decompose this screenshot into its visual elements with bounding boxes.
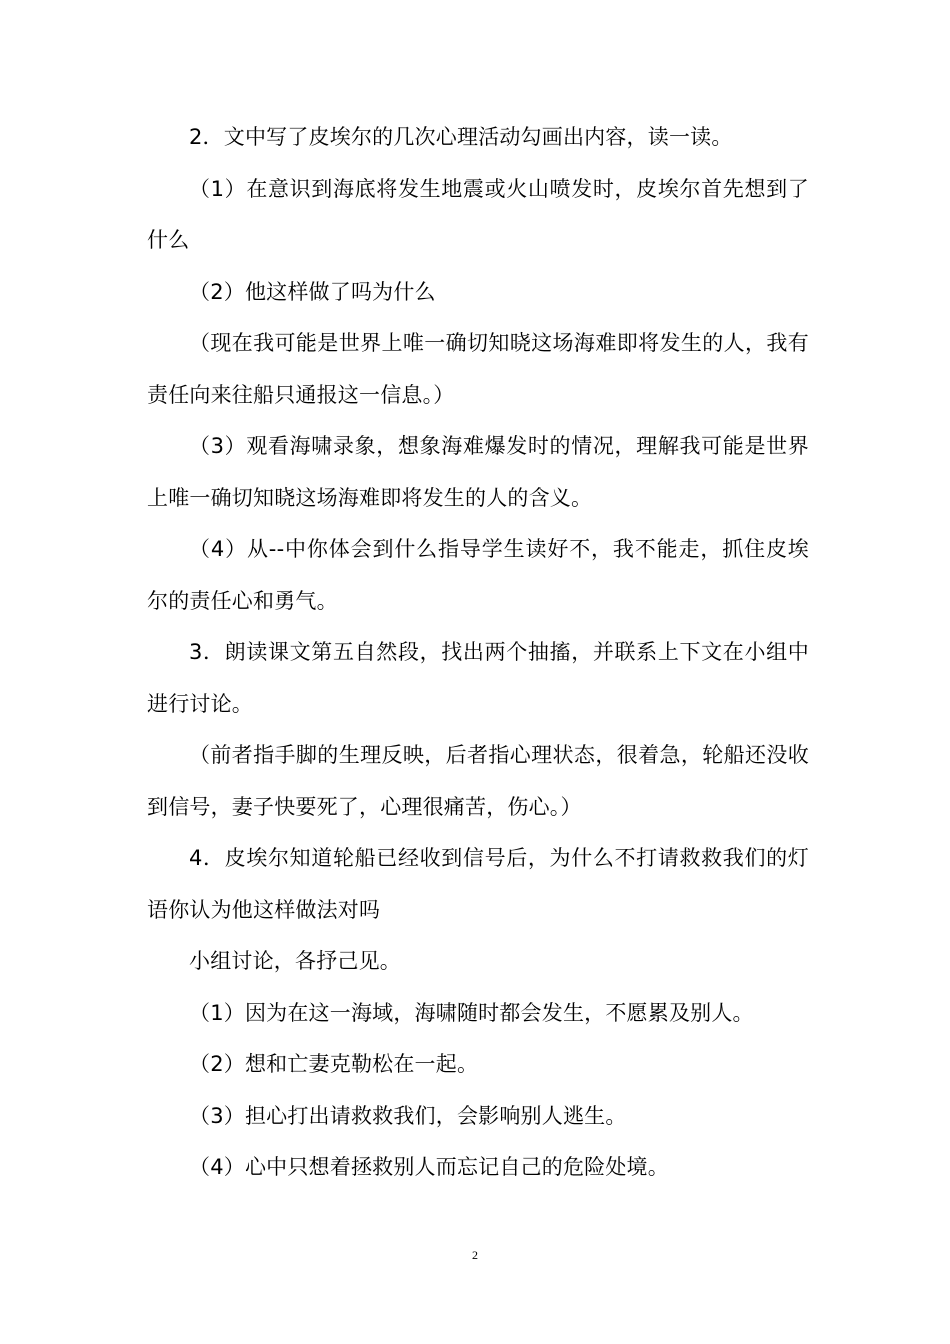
paragraph-answer-3: （前者指手脚的生理反映，后者指心理状态，很着急，轮船还没收到信号，妻子快要死了，心理很痛苦，伤心。） bbox=[147, 743, 809, 819]
paragraph-reason-4: （4）心中只想着拯救别人而忘记自己的危险处境。 bbox=[189, 1155, 669, 1179]
paragraph-sub-3: （3）观看海啸录象，想象海难爆发时的情况，理解我可能是世界上唯一确切知晓这场海难即将发生的人的含义。 bbox=[147, 434, 809, 510]
paragraph-sub-2: （2）他这样做了吗为什么 bbox=[189, 279, 436, 304]
paragraph-sub-1: （1）在意识到海底将发生地震或火山喷发时，皮埃尔首先想到了什么 bbox=[147, 176, 809, 252]
paragraph-answer-2: （现在我可能是世界上唯一确切知晓这场海难即将发生的人，我有责任向来往船只通报这一信息。） bbox=[147, 331, 809, 407]
paragraph-question-3: 3．朗读课文第五自然段，找出两个抽搐，并联系上下文在小组中进行讨论。 bbox=[147, 640, 809, 716]
paragraph-reason-3: （3）担心打出请救救我们，会影响别人逃生。 bbox=[189, 1103, 627, 1128]
page-number: 2 bbox=[472, 1248, 478, 1262]
paragraph-question-2: 2．文中写了皮埃尔的几次心理活动勾画出内容，读一读。 bbox=[189, 125, 733, 149]
paragraph-reason-2: （2）想和亡妻克勒松在一起。 bbox=[189, 1052, 479, 1076]
paragraph-question-4: 4．皮埃尔知道轮船已经收到信号后，为什么不打请救救我们的灯语你认为他这样做法对吗 bbox=[147, 846, 809, 922]
paragraph-sub-4: （4）从--中你体会到什么指导学生读好不，我不能走，抓住皮埃尔的责任心和勇气。 bbox=[147, 537, 809, 613]
document-body bbox=[147, 112, 809, 1194]
paragraph-reason-1: （1）因为在这一海域，海啸随时都会发生，不愿累及别人。 bbox=[189, 1000, 754, 1025]
paragraph-group-discussion: 小组讨论，各抒己见。 bbox=[189, 949, 401, 973]
